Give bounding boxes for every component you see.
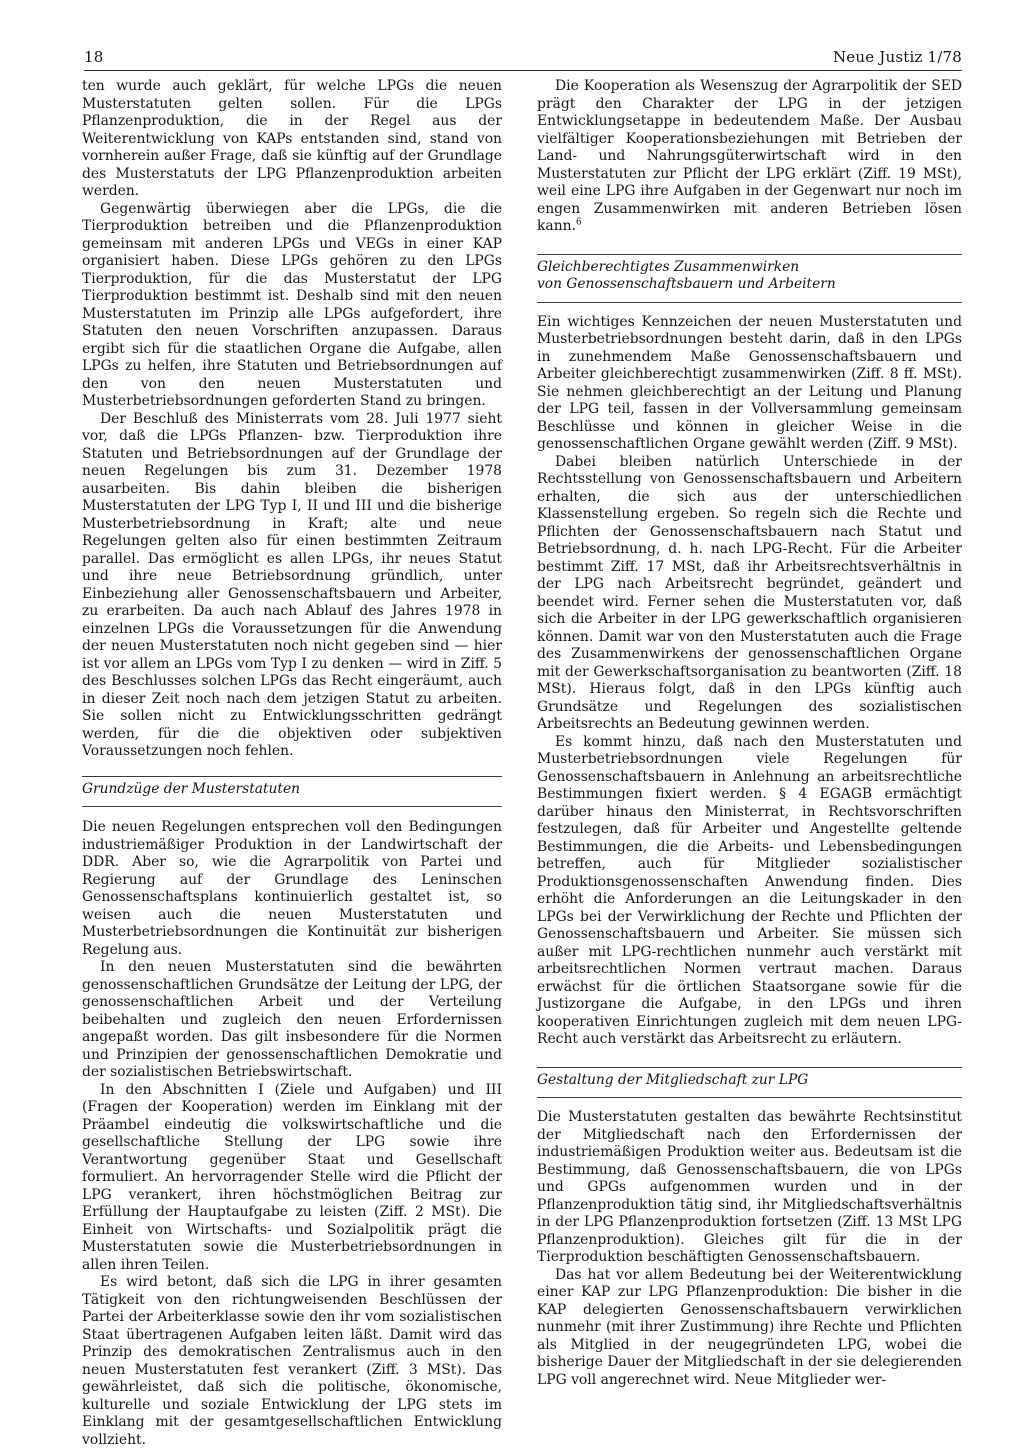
section-grundzuege xyxy=(82,776,502,808)
left-column xyxy=(82,78,502,1449)
journal-issue: Neue Justiz 1/78 xyxy=(832,48,962,66)
page-number: 18 xyxy=(84,48,104,66)
grundzuege-paragraph-2: In den neuen Musterstatuten sind die bewährten genossenschaftlichen Grundsätze der Leitung der LPG, der genossenschaftlichen Arbeit und der Verteilung beibehalten und zugleich den neuen Erfordernissen angepaßt worden. Das gilt insbesondere für die Normen und Prinzipien der genossenschaftlichen Demokratie und der sozialistischen Betriebswirtschaft. xyxy=(82,959,502,1080)
left-paragraph-1: ten wurde auch geklärt, für welche LPGs die neuen Musterstatuten gelten sollen. Für die LPGs Pflanzenproduktion, die in der Regel aus der Weiterentwicklung von KAPs entstanden sind, stand von vornherein außer Frage, daß sie künftig auf der Grundlage des Musterstatuts der LPG Pflanzenproduktion arbeiten werden. xyxy=(82,78,502,199)
section-mitgliedschaft xyxy=(537,1067,962,1099)
page-header xyxy=(84,48,962,76)
section-zusammenwirken xyxy=(537,254,962,303)
zusammenwirken-paragraph-3: Es kommt hinzu, daß nach den Musterstatuten und Musterbetriebsordnungen viele Regelungen für Genossenschaftsbauern in Anlehnung an arbeitsrechtliche Bestimmungen fixiert werden. § 4 EGAGB ermächtigt darüber hinaus den Ministerrat, in Rechtsvorschriften festzulegen, daß für Arbeiter und Angestellte geltende Bestimmungen, die die Arbeits- und Lebensbedingungen betreffen, auch für Mitglieder sozialistischer Produktionsgenossenschaften Anwendung finden. Dies erhöht die Anforderungen an die Leitungskader in den LPGs bei der Verwirklichung der Rechte und Pflichten der Genossenschaftsbauern und Arbeiter. Sie müssen sich außer mit LPG-rechtlichen nunmehr auch verstärkt mit arbeitsrechtlichen Normen vertraut machen. Daraus erwächst für die örtlichen Staatsorgane sowie für die Justizorgane die Aufgabe, in den LPGs und ihren kooperativen Einrichtungen zugleich mit dem neuen LPG-Recht auch verstärkt das Arbeitsrecht zu erläutern. xyxy=(537,733,962,1047)
left-paragraph-3: Der Beschluß des Ministerrats vom 28. Juli 1977 sieht vor, daß die LPGs Pflanzen- bzw. Tierproduktion ihre Statuten und Betriebsordnungen auf der Grundlage der neuen Regelungen bis zum 31. Dezember 1978 ausarbeiten. Bis dahin bleiben die bisherigen Musterstatuten der LPG Typ I, II und III und die bisherige Musterbetriebsordnung in Kraft; alte und neue Regelungen gelten also für einen bestimmten Zeitraum parallel. Das ermöglicht es allen LPGs, ihr neues Statut und ihre neue Betriebsordnung gründlich, unter Einbeziehung aller Genossenschaftsbauern und Arbeiter, zu erarbeiten. Da auch nach Ablauf des Jahres 1978 in einzelnen LPGs die Voraussetzungen für die Anwendung der neuen Musterstatuten noch nicht gegeben sind — hier ist vor allem an LPGs vom Typ I zu denken — wird in Ziff. 5 des Beschlusses solchen LPGs das Recht eingeräumt, auch in dieser Zeit noch nach dem jetzigen Statut zu arbeiten. Sie sollen nicht zu Entwicklungsschritten gedrängt werden, für die die objektiven oder subjektiven Voraussetzungen noch fehlen. xyxy=(82,410,502,759)
zusammenwirken-paragraph-1: Ein wichtiges Kennzeichen der neuen Musterstatuten und Musterbetriebsordnungen besteht darin, daß in den LPGs in zunehmendem Maße Genossenschaftsbauern und Arbeiter gleichberechtigt zusammenwirken (Ziff. 8 ff. MSt). Sie nehmen gleichberechtigt an der Leitung und Planung der LPG teil, fassen in der Vollversammlung gemeinsam Beschlüsse und können in gleicher Weise in die genossenschaftlichen Organe gewählt werden (Ziff. 9 MSt). xyxy=(537,313,962,452)
grundzuege-paragraph-3: In den Abschnitten I (Ziele und Aufgaben) und III (Fragen der Kooperation) werden im Einklang mit der Präambel eindeutig die volkswirtschaftliche und die gesellschaftliche Stellung der LPG sowie ihre Verantwortung gegenüber Staat und Gesellschaft formuliert. An hervorragender Stelle wird die Pflicht der LPG verankert, ihren höchstmöglichen Beitrag zur Erfüllung der Hauptaufgabe zu leisten (Ziff. 2 MSt). Die Einheit von Wirtschafts- und Sozialpolitik prägt die Musterstatuten sowie die Musterbetriebsordnungen in allen ihren Teilen. xyxy=(82,1081,502,1273)
right-intro-paragraph xyxy=(537,78,962,236)
mitgliedschaft-paragraph-1: Die Musterstatuten gestalten das bewährte Rechtsinstitut der Mitgliedschaft nach den Erfordernissen der industriemäßigen Produktion weiter aus. Bedeutsam ist die Bestimmung, daß Genossenschaftsbauern, die von LPGs und GPGs aufgenommen wurden und in der Pflanzenproduktion tätig sind, ihr Mitgliedschaftsverhältnis in der LPG Pflanzenproduktion fortsetzen (Ziff. 13 MSt LPG Pflanzenproduktion). Gleiches gilt für die in der Tierproduktion beschäftigten Genossenschaftsbauern. xyxy=(537,1109,962,1265)
section-heading: Gestaltung der Mitgliedschaft zur LPG xyxy=(537,1068,962,1099)
section-heading xyxy=(537,255,962,303)
mitgliedschaft-paragraph-2: Das hat vor allem Bedeutung bei der Weiterentwicklung einer KAP zur LPG Pflanzenproduktion: Die bisher in die KAP delegierten Genossenschaftsbauern verwirklichen nunmehr (mit ihrer Zustimmung) ihre Rechte und Pflichten als Mitglied in der neugegründeten LPG, wobei die bisherige Dauer der Mitgliedschaft in der sie delegierenden LPG voll angerechnet wird. Neue Mitglieder wer- xyxy=(537,1266,962,1388)
right-column xyxy=(537,78,962,1389)
footnote-reference: 6 xyxy=(576,217,582,228)
zusammenwirken-paragraph-2: Dabei bleiben natürlich Unterschiede in der Rechtsstellung von Genossenschaftsbauern und Arbeitern erhalten, die sich aus der unterschiedlichen Klassenstellung ergeben. So regeln sich die Rechte und Pflichten der Genossenschaftsbauern nach Statut und Betriebsordnung, d. h. nach LPG-Recht. Für die Arbeiter bestimmt Ziff. 17 MSt, daß ihr Arbeitsrechtsverhältnis in der LPG nach Arbeitsrecht begründet, geändert und beendet wird. Ferner sehen die Musterstatuten vor, daß sich die Arbeiter in der LPG gewerkschaftlich organisieren können. Damit war von den Musterstatuten auch die Frage des Zusammenwirkens der genossenschaftlichen Organe mit der Gewerkschaftsorganisation zu beantworten (Ziff. 18 MSt). Hieraus folgt, daß in den LPGs künftig auch Grundsätze und Regelungen des sozialistischen Arbeitsrechts an Bedeutung gewinnen werden. xyxy=(537,453,962,732)
left-paragraph-2: Gegenwärtig überwiegen aber die LPGs, die die Tierproduktion betreiben und die Pflanzenproduktion gemeinsam mit anderen LPGs und VEGs in einer KAP organisiert haben. Diese LPGs gehören zu den LPGs Tierproduktion, für die das Musterstatut der LPG Tierproduktion bestimmt ist. Deshalb sind mit den neuen Musterstatuten im Prinzip alle LPGs aufgefordert, ihre Statuten den neuen Vorschriften anzupassen. Daraus ergibt sich für die staatlichen Organe die Aufgabe, allen LPGs zu helfen, ihre Statuten und Betriebsordnungen auf den von den neuen Musterstatuten und Musterbetriebsordnungen geforderten Stand zu bringen. xyxy=(82,200,502,409)
section-heading: Grundzüge der Musterstatuten xyxy=(82,777,502,808)
grundzuege-paragraph-1: Die neuen Regelungen entsprechen voll den Bedingungen industriemäßiger Produktion in der Landwirtschaft der DDR. Aber so, wie die Agrarpolitik von Partei und Regierung auf der Grundlage des Leninschen Genossenschaftsplans kontinuierlich gestaltet ist, so weisen auch die neuen Musterstatuten und Musterbetriebsordnungen die Kontinuität zur bisherigen Regelung aus. xyxy=(82,819,502,958)
header-rule xyxy=(84,70,962,71)
intro-text: Die Kooperation als Wesenszug der Agrarpolitik der SED prägt den Charakter der LPG in der jetzigen Entwicklungsetappe in bedeutendem Maße. Der Ausbau vielfältiger Kooperationsbeziehungen mit Betrieben der Land- und Nahrungsgüterwirtschaft wird in den Musterstatuten zur Pflicht der LPG erklärt (Ziff. 19 MSt), weil eine LPG ihre Aufgaben in der Gegenwart nur noch im engen Zusammenwirken mit anderen Betrieben lösen kann. xyxy=(537,78,962,234)
grundzuege-paragraph-4: Es wird betont, daß sich die LPG in ihrer gesamten Tätigkeit von den richtungweisenden Beschlüssen der Partei der Arbeiterklasse sowie den ihr vom sozialistischen Staat übertragenen Aufgaben leiten läßt. Damit wird das Prinzip des demokratischen Zentralismus auch in den neuen Musterstatuten fest verankert (Ziff. 3 MSt). Das gewährleistet, daß sich die politische, ökonomische, kulturelle und soziale Entwicklung der LPG stets im Einklang mit der gesamtgesellschaftlichen Entwicklung vollzieht. xyxy=(82,1274,502,1448)
section-heading-line-1: Gleichberechtigtes Zusammenwirken xyxy=(537,258,800,275)
section-heading-line-2: von Genossenschaftsbauern und Arbeitern xyxy=(537,276,836,292)
